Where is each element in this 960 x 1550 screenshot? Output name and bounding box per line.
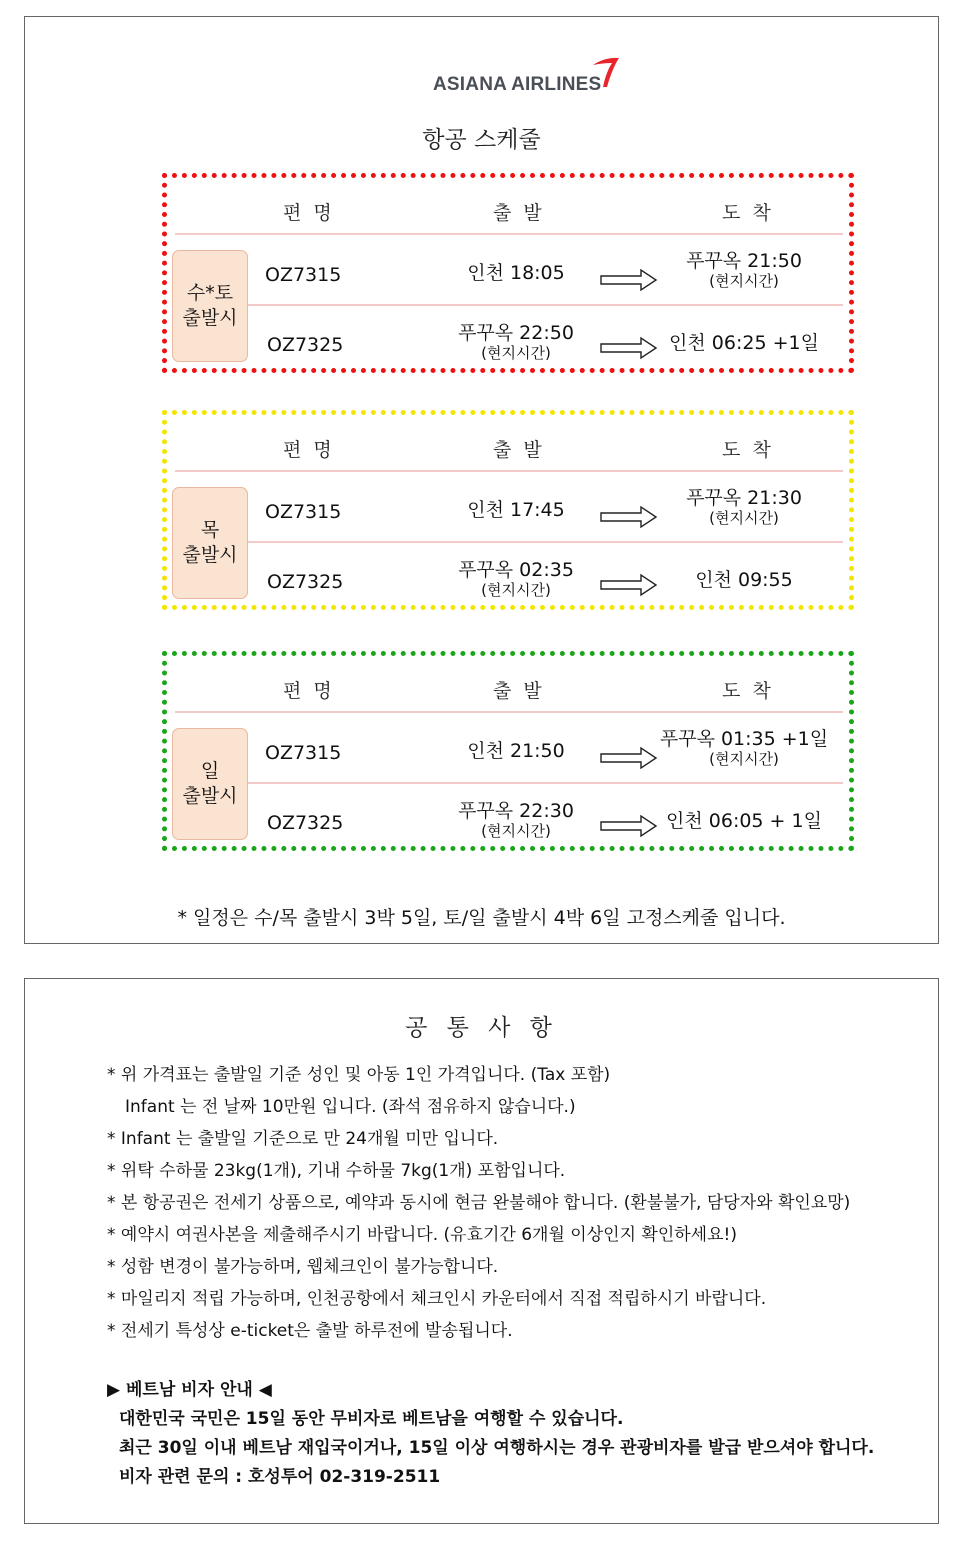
departure-main: 인천 17:45 — [467, 499, 565, 521]
arrival-local-note: (현지시간) — [709, 750, 779, 768]
departure-day-badge — [172, 728, 248, 840]
header-arrival: 도 착 — [722, 202, 774, 224]
day-sublabel: 출발시 — [182, 544, 238, 566]
departure-time — [421, 322, 611, 362]
departure-main: 푸꾸옥 22:30 — [458, 800, 574, 822]
note-item: * 성함 변경이 불가능하며, 웹체크인이 불가능합니다. — [107, 1257, 499, 1277]
arrival-time — [649, 332, 839, 354]
arrival-time — [649, 250, 839, 290]
divider — [175, 470, 843, 472]
header-arrival: 도 착 — [722, 439, 774, 461]
note-item: * 위탁 수하물 23kg(1개), 기내 수하물 7kg(1개) 포함입니다. — [107, 1161, 566, 1181]
flight-number: OZ7315 — [265, 742, 342, 764]
divider — [175, 233, 843, 235]
flight-number: OZ7325 — [267, 334, 344, 356]
departure-time — [421, 262, 611, 284]
divider — [245, 782, 843, 784]
notes-title: 공 통 사 항 — [405, 1015, 558, 1041]
departure-time — [421, 499, 611, 521]
header-departure: 출 발 — [493, 439, 545, 461]
visa-info — [107, 1376, 874, 1492]
divider — [175, 711, 843, 713]
day-sublabel: 출발시 — [182, 307, 238, 329]
visa-title: ▶ 베트남 비자 안내 ◀ — [107, 1380, 272, 1400]
flight-number: OZ7325 — [267, 812, 344, 834]
departure-main: 푸꾸옥 22:50 — [458, 322, 574, 344]
page-title: 항공 스케줄 — [422, 127, 541, 153]
header-flight: 편 명 — [283, 439, 335, 461]
logo-text: ASIANA AIRLINES — [433, 74, 602, 95]
departure-main: 인천 18:05 — [467, 262, 565, 284]
note-item: * 예약시 여권사본을 제출해주시기 바랍니다. (유효기간 6개월 이상인지 확인하세요!) — [107, 1225, 737, 1245]
note-item: * 위 가격표는 출발일 기준 성인 및 아동 1인 가격입니다. (Tax 포함) — [107, 1065, 611, 1085]
arrival-main: 푸꾸옥 21:50 — [686, 250, 802, 272]
visa-line: 대한민국 국민은 15일 동안 무비자로 베트남을 여행할 수 있습니다. — [119, 1409, 624, 1429]
flight-number: OZ7325 — [267, 571, 344, 593]
schedule-block-thu — [162, 410, 854, 610]
note-item: * 본 항공권은 전세기 상품으로, 예약과 동시에 현금 완불해야 합니다. (환불불가, 담당자와 확인요망) — [107, 1193, 851, 1213]
schedule-block-sun — [162, 651, 854, 851]
arrival-main: 인천 06:05 + 1일 — [666, 810, 822, 832]
flight-number: OZ7315 — [265, 264, 342, 286]
departure-time — [421, 800, 611, 840]
departure-time — [421, 740, 611, 762]
notes-list — [107, 1059, 850, 1347]
arrival-local-note: (현지시간) — [709, 272, 779, 290]
arrival-time — [649, 569, 839, 591]
arrival-main: 인천 09:55 — [695, 569, 793, 591]
header-departure: 출 발 — [493, 680, 545, 702]
departure-local-note: (현지시간) — [481, 581, 551, 599]
header-flight: 편 명 — [283, 202, 335, 224]
visa-line: 비자 관련 문의 : 호성투어 02-319-2511 — [119, 1467, 441, 1487]
day-label: 수*토 — [186, 282, 234, 304]
visa-line: 최근 30일 이내 베트남 재입국이거나, 15일 이상 여행하시는 경우 관광비자를 발급 받으셔야 합니다. — [119, 1438, 875, 1458]
arrival-main: 푸꾸옥 21:30 — [686, 487, 802, 509]
departure-day-badge — [172, 487, 248, 599]
departure-time — [421, 559, 611, 599]
header-arrival: 도 착 — [722, 680, 774, 702]
schedule-footnote: * 일정은 수/목 출발시 3박 5일, 토/일 출발시 4박 6일 고정스케줄 입니다. — [177, 907, 786, 929]
departure-day-badge — [172, 250, 248, 362]
header-flight: 편 명 — [283, 680, 335, 702]
note-item: * 마일리지 적립 가능하며, 인천공항에서 체크인시 카운터에서 직접 적립하시기 바랍니다. — [107, 1289, 767, 1309]
divider — [245, 541, 843, 543]
header-departure: 출 발 — [493, 202, 545, 224]
day-label: 목 — [200, 519, 220, 541]
departure-main: 인천 21:50 — [467, 740, 565, 762]
flight-number: OZ7315 — [265, 501, 342, 523]
arrival-main: 인천 06:25 +1일 — [669, 332, 819, 354]
arrival-time — [649, 487, 839, 527]
note-item: * 전세기 특성상 e-ticket은 출발 하루전에 발송됩니다. — [107, 1321, 513, 1341]
departure-local-note: (현지시간) — [481, 344, 551, 362]
arrival-local-note: (현지시간) — [709, 509, 779, 527]
common-notes-panel — [24, 978, 939, 1524]
schedule-block-wed-sat — [162, 173, 854, 373]
arrival-time — [649, 810, 839, 832]
departure-main: 푸꾸옥 02:35 — [458, 559, 574, 581]
day-sublabel: 출발시 — [182, 785, 238, 807]
divider — [245, 304, 843, 306]
note-item: * Infant 는 출발일 기준으로 만 24개월 미만 입니다. — [107, 1129, 499, 1149]
schedule-panel — [24, 16, 939, 944]
day-label: 일 — [200, 760, 220, 782]
departure-local-note: (현지시간) — [481, 822, 551, 840]
arrival-main: 푸꾸옥 01:35 +1일 — [659, 728, 829, 750]
note-item: Infant 는 전 날짜 10만원 입니다. (좌석 점유하지 않습니다.) — [125, 1097, 576, 1117]
arrival-time — [649, 728, 839, 768]
asiana-wing-icon — [591, 55, 621, 89]
